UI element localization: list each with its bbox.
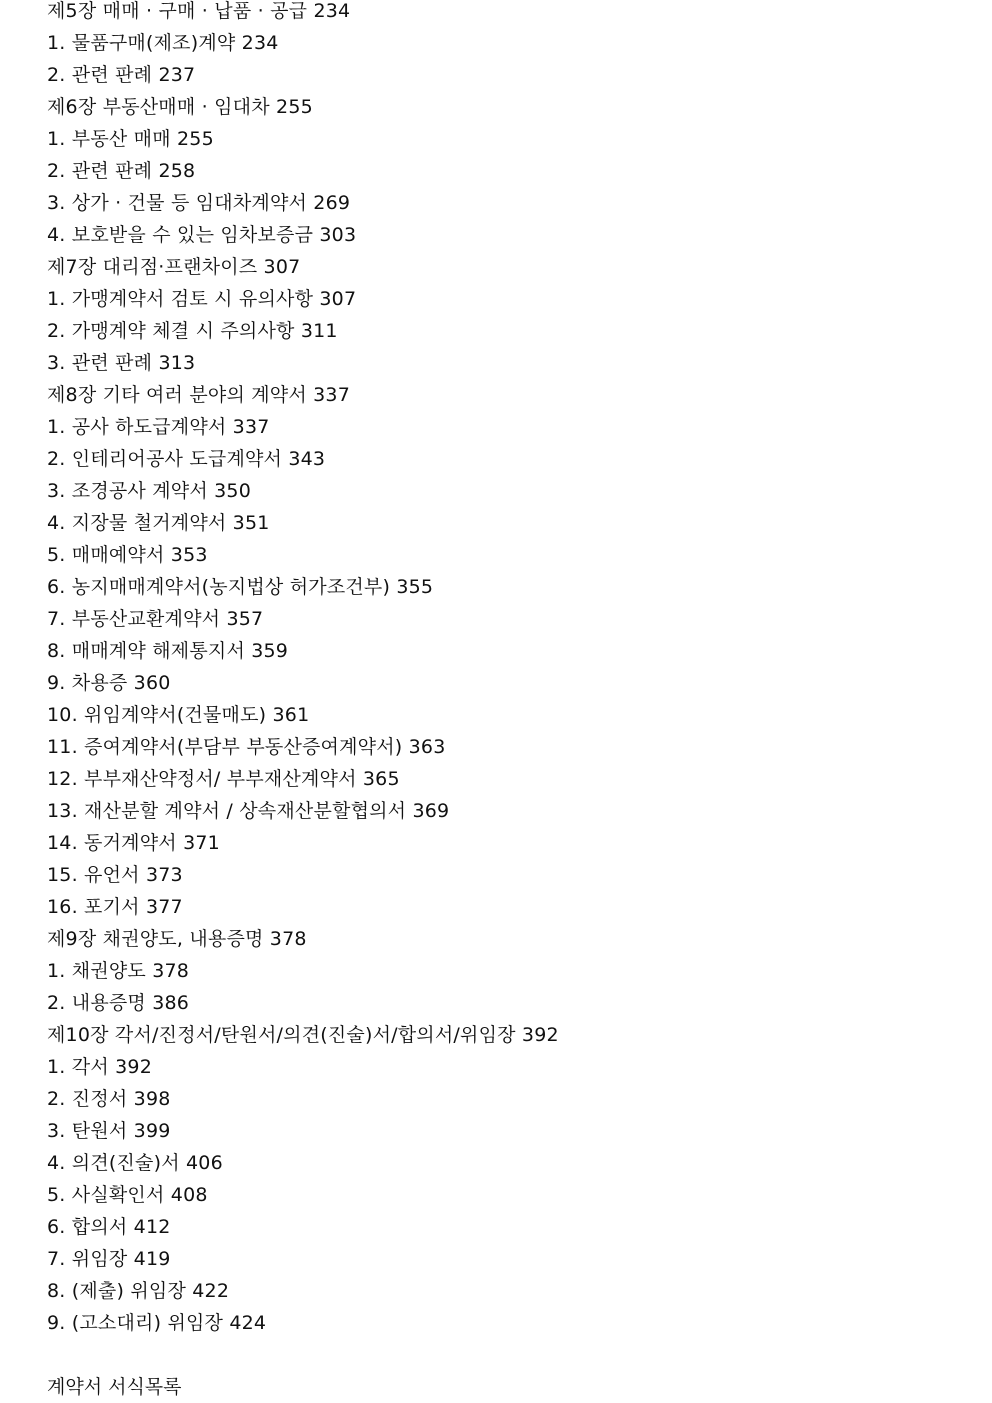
toc-line: 5. 매매예약서 353 [47,544,208,566]
toc-line: 2. 관련 판례 258 [47,160,196,182]
toc-line: 2. 내용증명 386 [47,992,190,1014]
toc-line: 9. 차용증 360 [47,672,171,694]
toc-line: 7. 위임장 419 [47,1248,171,1270]
toc-line: 2. 가맹계약 체결 시 주의사항 311 [47,320,338,342]
toc-line: 2. 관련 판례 237 [47,64,196,86]
toc-line: 8. 매매계약 해제통지서 359 [47,640,289,662]
toc-line: 제10장 각서/진정서/탄원서/의견(진술)서/합의서/위임장 392 [47,1024,559,1046]
toc-line: 3. 관련 판례 313 [47,352,196,374]
toc-line: 제9장 채권양도, 내용증명 378 [47,928,307,950]
toc-line: 1. 공사 하도급계약서 337 [47,416,270,438]
toc-line: 1. 각서 392 [47,1056,152,1078]
toc-line: 제5장 매매 · 구매 · 납품 · 공급 234 [47,0,351,22]
section-heading: 계약서 서식목록 [47,1376,182,1398]
toc-line: 8. (제출) 위임장 422 [47,1280,230,1302]
toc-line: 11. 증여계약서(부담부 부동산증여계약서) 363 [47,736,446,758]
toc-line: 6. 농지매매계약서(농지법상 허가조건부) 355 [47,576,434,598]
toc-line: 10. 위임계약서(건물매도) 361 [47,704,310,726]
toc-line: 6. 합의서 412 [47,1216,171,1238]
toc-line: 5. 사실확인서 408 [47,1184,208,1206]
toc-line: 2. 인테리어공사 도급계약서 343 [47,448,326,470]
toc-line: 4. 지장물 철거계약서 351 [47,512,270,534]
toc-line: 1. 가맹계약서 검토 시 유의사항 307 [47,288,357,310]
toc-line: 1. 물품구매(제조)계약 234 [47,32,279,54]
toc-line: 제6장 부동산매매 · 임대차 255 [47,96,313,118]
toc-line: 14. 동거계약서 371 [47,832,220,854]
toc-line: 4. 보호받을 수 있는 임차보증금 303 [47,224,357,246]
toc-line: 15. 유언서 373 [47,864,183,886]
toc-line: 3. 조경공사 계약서 350 [47,480,251,502]
toc-line: 13. 재산분할 계약서 / 상속재산분할협의서 369 [47,800,450,822]
toc-line: 12. 부부재산약정서/ 부부재산계약서 365 [47,768,400,790]
toc-line: 16. 포기서 377 [47,896,183,918]
table-of-contents [47,0,559,1344]
toc-line: 3. 상가 · 건물 등 임대차계약서 269 [47,192,351,214]
toc-line: 3. 탄원서 399 [47,1120,171,1142]
toc-line: 제8장 기타 여러 분야의 계약서 337 [47,384,350,406]
toc-line: 9. (고소대리) 위임장 424 [47,1312,267,1334]
toc-line: 7. 부동산교환계약서 357 [47,608,264,630]
toc-line: 제7장 대리점·프랜차이즈 307 [47,256,301,278]
toc-line: 4. 의견(진술)서 406 [47,1152,223,1174]
toc-line: 2. 진정서 398 [47,1088,171,1110]
toc-line: 1. 부동산 매매 255 [47,128,214,150]
toc-line: 1. 채권양도 378 [47,960,190,982]
